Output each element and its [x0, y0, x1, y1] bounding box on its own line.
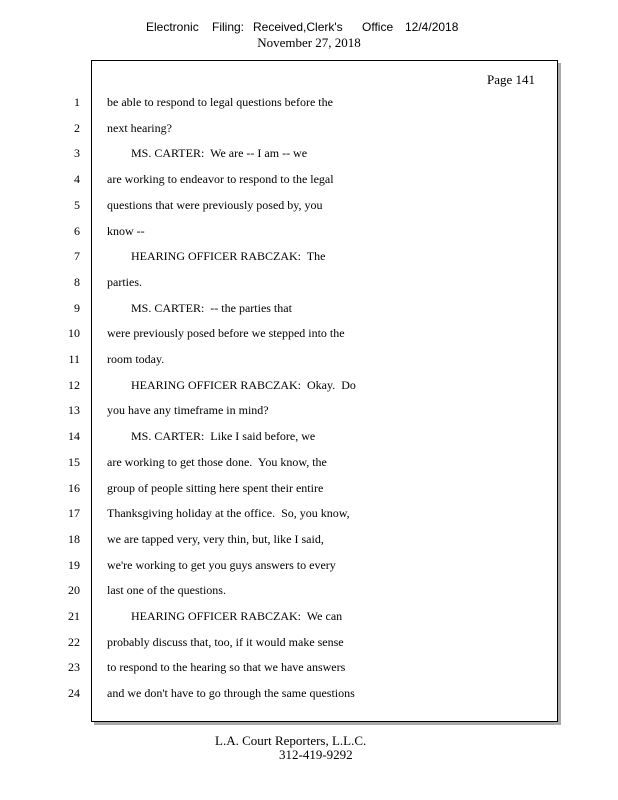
line-text: know --	[107, 224, 145, 238]
line-number: 3	[74, 146, 80, 160]
line-number: 8	[74, 275, 80, 289]
reporter-phone: 312-419-9292	[279, 747, 353, 762]
line-number: 7	[74, 249, 80, 263]
line-text: HEARING OFFICER RABCZAK: We can	[107, 609, 343, 623]
line-text: next hearing?	[107, 121, 172, 135]
line-text: HEARING OFFICER RABCZAK: The	[107, 249, 326, 263]
line-number: 5	[74, 198, 80, 212]
line-text: and we don't have to go through the same questions	[107, 686, 355, 700]
line-number: 23	[68, 660, 80, 674]
filing-word: Filing:	[212, 20, 245, 34]
filing-date: 12/4/2018	[405, 20, 459, 34]
line-text: probably discuss that, too, if it would make sense	[107, 635, 344, 649]
line-text: last one of the questions.	[107, 583, 226, 597]
line-number: 18	[68, 532, 80, 546]
line-text: questions that were previously posed by, you	[107, 198, 323, 212]
line-text: HEARING OFFICER RABCZAK: Okay. Do	[107, 378, 356, 392]
filing-word: Office	[362, 20, 394, 34]
line-number: 2	[74, 121, 80, 135]
line-number: 14	[68, 429, 80, 443]
reporter-company: L.A. Court Reporters, L.L.C.	[215, 733, 367, 748]
filing-word: Received,Clerk's	[253, 20, 343, 34]
line-number: 19	[68, 558, 80, 572]
line-number: 24	[68, 686, 80, 700]
line-text: Thanksgiving holiday at the office. So, you know,	[107, 506, 350, 520]
line-number: 1	[74, 95, 80, 109]
line-number: 4	[74, 172, 80, 186]
line-text: MS. CARTER: We are -- I am -- we	[107, 146, 308, 160]
line-text: to respond to the hearing so that we have answers	[107, 660, 346, 674]
line-text: room today.	[107, 352, 165, 366]
line-text: we're working to get you guys answers to every	[107, 558, 336, 572]
page-number: Page 141	[487, 72, 536, 87]
line-number: 11	[68, 352, 80, 366]
line-number: 13	[68, 403, 80, 417]
line-number: 17	[68, 506, 80, 520]
line-text: MS. CARTER: Like I said before, we	[107, 429, 316, 443]
line-text: group of people sitting here spent their entire	[107, 481, 324, 495]
line-number: 15	[68, 455, 80, 469]
line-text: were previously posed before we stepped into the	[107, 326, 345, 340]
line-text: we are tapped very, very thin, but, like I said,	[107, 532, 324, 546]
line-number: 21	[68, 609, 80, 623]
line-text: MS. CARTER: -- the parties that	[107, 301, 292, 315]
line-number: 12	[68, 378, 80, 392]
line-text: are working to get those done. You know, the	[107, 455, 327, 469]
line-number: 6	[74, 224, 80, 238]
line-text: be able to respond to legal questions before the	[107, 95, 333, 109]
line-number: 20	[68, 583, 80, 597]
line-text: are working to endeavor to respond to the legal	[107, 172, 334, 186]
line-text: parties.	[107, 275, 142, 289]
line-text: you have any timeframe in mind?	[107, 403, 269, 417]
line-number: 16	[68, 481, 80, 495]
hearing-date: November 27, 2018	[257, 35, 361, 50]
line-number: 10	[68, 326, 80, 340]
line-number: 22	[68, 635, 80, 649]
filing-word: Electronic	[146, 20, 199, 34]
line-number: 9	[74, 301, 80, 315]
